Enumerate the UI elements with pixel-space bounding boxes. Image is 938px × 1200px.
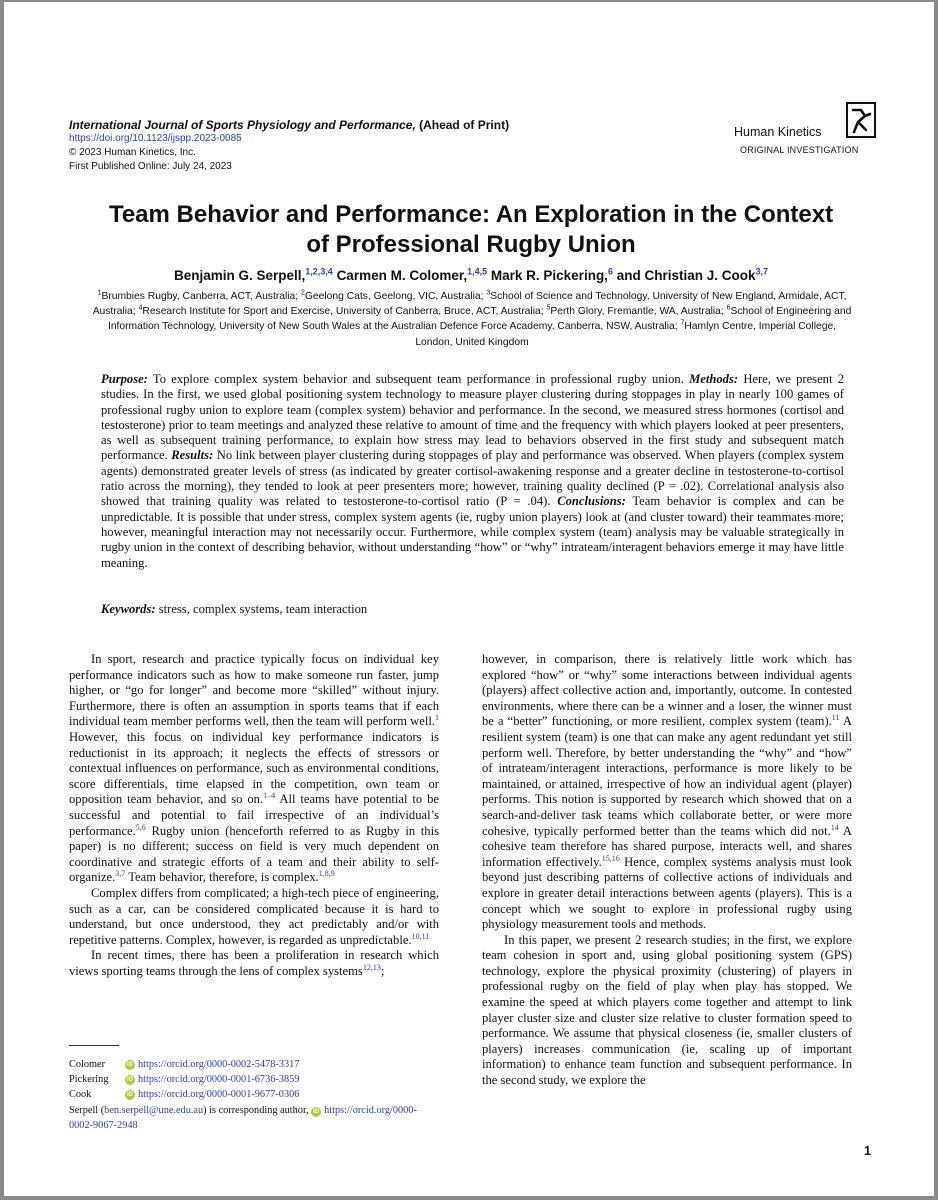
citation-link[interactable]: 1 xyxy=(435,713,439,723)
affiliation-text: Research Institute for Sport and Exercise, University of Canberra, Bruce, ACT, Australia; xyxy=(142,306,547,318)
author-name: Carmen M. Colomer, xyxy=(336,268,468,283)
affiliation-number: 5 xyxy=(546,304,551,312)
abstract: Purpose: To explore complex system behavior and subsequent team performance in professional rugby union. Methods: Here, we present 2 studies. In the first, we used global positioning system technology to measure player clustering during stoppages in play in nearly 100 games of professional rugby union to explore team (complex system) behavior and performance. In the second, we measured stress hormones (cortisol and testosterone) prior to team meetings and analyzed these relative to amount of time and the frequency with which players looked at peer presenters, as well as subsequent training performance, to explain how stress may lead to behaviors observed in the first study and subsequent match performance. Results: No link between player clustering during stoppages of play and performance was observed. When players (complex system agents) demonstrated greater levels of stress (as indicated by greater cortisol-awakening response and a greater decline in testosterone-to-cortisol ratio across the morning), they tended to look at peer presenters more; however, training quality declined (P = .02). Correlational analysis also showed that training quality was related to testosterone-to-cortisol ratio (P = .04). Conclusions: Team behavior is complex and can be unpredictable. It is possible that under stress, complex system agents (ie, rugby union players) look at (and cluster toward) their teammates more; however, meaningful interaction may not necessarily occur. Furthermore, while complex system (team) analysis may be valuable strategically in rugby union in the context of describing behavior, without understanding “how” or “why” intrateam/interagent behaviors emerge it may have little meaning. xyxy=(101,372,844,570)
orcid-pickering: Pickering iD https://orcid.org/0000-0001-6736-3859 xyxy=(69,1072,439,1087)
orcid-icon: iD xyxy=(127,1092,133,1098)
email-link[interactable]: ben.serpell@une.edu.au xyxy=(104,1104,204,1116)
citation-link[interactable]: 14 xyxy=(830,822,839,832)
copyright: © 2023 Human Kinetics, Inc. xyxy=(69,147,196,158)
author-list xyxy=(64,268,878,283)
footnotes xyxy=(69,1057,439,1133)
corresponding-author: Serpell (ben.serpell@une.edu.au) is corresponding author, iD https://orcid.org/0000-0002-9067-2948 xyxy=(69,1104,417,1131)
affiliation-number: 2 xyxy=(301,289,305,297)
affiliation-text: School of Engineering and Information Technology, University of New South Wales at the Australian Defence Force Academy, Canberra, NSW, Australia; xyxy=(107,306,852,333)
paragraph: In sport, research and practice typically focus on individual key performance indicators such as how to make someone run faster, jump higher, or “go for longer” and become more “skilled” without injury. Furthermore, there is often an assumption in sports teams that if each individual team member performs well, then the team will perform well.$^1$ However, this focus on individual key performance indicators is reductionist in its approach; it neglects the effects of stressors or contextual influences on performance, such as environmental conditions, score differentials, time elapsed in the competition, own team or opposition team behavior, and so on.$^{1-4}$ All teams have potential to be successful and potential to fail irrespective of an individual’s performance.$^{5,6}$ Rugby union (henceforth referred to as Rugby in this paper) is no different; success on field is very much dependent on coordinative and strategic efforts of a team and their ability to self-organize.$^{3,7}$ Team behavior, therefore, is complex.$^{1,8,9}$ xyxy=(69,652,439,885)
affiliation-number: 6 xyxy=(726,304,731,312)
citation-link[interactable]: 15,16 xyxy=(601,853,620,863)
affiliation-text: School of Science and Technology, University of New England, Armidale, ACT, Australia; xyxy=(92,291,847,318)
author-affiliation-marker[interactable]: 1,4,5 xyxy=(467,266,488,277)
author-affiliation-marker[interactable]: 3,7 xyxy=(755,266,769,277)
orcid-cook: Cook iD https://orcid.org/0000-0001-9677-0306 xyxy=(69,1087,439,1102)
citation-link[interactable]: 10,11 xyxy=(411,931,430,941)
orcid-icon: iD xyxy=(127,1076,133,1083)
paragraph: Complex differs from complicated; a high-tech piece of engineering, such as a car, can be considered complicated because it is hard to understand, but once understood, they act predictably and/or with repetitive patterns. Complex, however, is regarded as unpredictable.$^{10,11}$ xyxy=(69,885,439,947)
affiliation-text: Geelong Cats, Geelong, VIC, Australia; xyxy=(304,291,487,302)
affiliation-text: Perth Glory, Fremantle, WA, Australia; xyxy=(550,306,727,318)
orcid-colomer: Colomer iD https://orcid.org/0000-0002-5478-3317 xyxy=(69,1057,439,1072)
author-name: Benjamin G. Serpell, xyxy=(173,268,306,283)
journal-name: International Journal of Sports Physiology and Performance, (Ahead of Print) xyxy=(69,118,510,132)
human-kinetics-logo-icon xyxy=(846,102,876,138)
publication-date: First Published Online: July 24, 2023 xyxy=(69,161,232,172)
orcid-link[interactable]: https://orcid.org/0000-0002-9067-2948 xyxy=(69,1104,417,1131)
publisher-name: Human Kinetics xyxy=(734,125,822,139)
footnote-divider xyxy=(69,1045,119,1046)
affiliation-number: 7 xyxy=(680,319,685,327)
citation-link[interactable]: 1,8,9 xyxy=(318,869,335,879)
orcid-link[interactable]: https://orcid.org/0000-0001-6736-3859 xyxy=(138,1074,300,1086)
paragraph: however, in comparison, there is relatively little work which has explored “how” or “why” some interactions between individual agents (players) affect collective action and, importantly, outcome. In contested environments, where there can be a winner and a loser, the winner must be a “better” functioning, or more resilient, complex system (team).$^{11}$ A resilient system (team) is one that can make any agent redundant yet still perform well. Therefore, by better understanding the “why” and “how” of intrateam/interagent interactions, performance is more likely to be maintained, or attained, irrespective of how an individual agent (player) performs. This notion is supported by research which showed that on a search-and-deliver task teams which collaborate better, or were more cohesive, typically performed better than the teams which did not.$^{14}$ A cohesive team therefore has shared purpose, interacts well, and shares information effectively.$^{15,16}$ Hence, complex systems analysis must look beyond just describing patterns of collective actions of individuals and explore in greater detail interactions between agents (players). This is a concept which we sought to explore in professional rugby using physiology measurement tools and methods. xyxy=(482,652,853,932)
author-affiliation-marker[interactable]: 1,2,3,4 xyxy=(305,266,333,277)
body-left-column xyxy=(69,652,439,979)
orcid-icon: iD xyxy=(127,1061,133,1068)
article-page xyxy=(4,2,934,1196)
citation-link[interactable]: 5,6 xyxy=(135,822,146,832)
citation-link[interactable]: 1–4 xyxy=(263,791,276,801)
author-name: Mark R. Pickering, xyxy=(490,268,608,283)
keywords: Keywords: stress, complex systems, team interaction xyxy=(101,602,368,616)
citation-link[interactable]: 11 xyxy=(831,713,840,723)
affiliation-number: 3 xyxy=(486,289,491,297)
article-title: Team Behavior and Performance: An Exploration in the Context of Professional Rugby Union xyxy=(108,201,834,258)
affiliation-text: Brumbies Rugby, Canberra, ACT, Australia; xyxy=(101,291,301,302)
orcid-link[interactable]: https://orcid.org/0000-0001-9677-0306 xyxy=(138,1089,300,1101)
affiliation-text: Hamlyn Centre, Imperial College, London, United Kingdom xyxy=(415,321,837,348)
body-right-column xyxy=(482,652,852,1089)
page-number: 1 xyxy=(864,1144,871,1158)
article-type: ORIGINAL INVESTIGATION xyxy=(740,145,859,155)
orcid-link[interactable]: https://orcid.org/0000-0002-5478-3317 xyxy=(138,1059,300,1070)
paragraph: In recent times, there has been a proliferation in research which views sporting teams through the lens of complex systems$^{12,13}$; xyxy=(69,948,439,978)
author-name: and Christian J. Cook xyxy=(616,268,756,283)
affiliation-number: 4 xyxy=(138,304,143,312)
affiliation-number: 1 xyxy=(97,289,102,297)
paragraph: In this paper, we present 2 research studies; in the first, we explore team cohesion in sport and, using global positioning system (GPS) technology, explore the physical proximity (clustering) of players in professional rugby on the field of play when play has stopped. We examine the speed at which players come together and attempt to link player cluster size and cluster size relative to cluster formation speed to performance. We assume that physical closeness (ie, smaller clusters of players) increases communication (ie, scaling up of important information) to enhance team function and subsequent performance. In the second study, we explore the xyxy=(482,932,852,1088)
orcid-icon: iD xyxy=(313,1108,320,1115)
affiliations xyxy=(92,289,852,350)
citation-link[interactable]: 3,7 xyxy=(115,869,126,879)
author-affiliation-marker[interactable]: 6 xyxy=(607,266,613,277)
doi-link[interactable]: https://doi.org/10.1123/ijspp.2023-0085 xyxy=(69,133,242,144)
citation-link[interactable]: 12,13 xyxy=(362,962,381,972)
